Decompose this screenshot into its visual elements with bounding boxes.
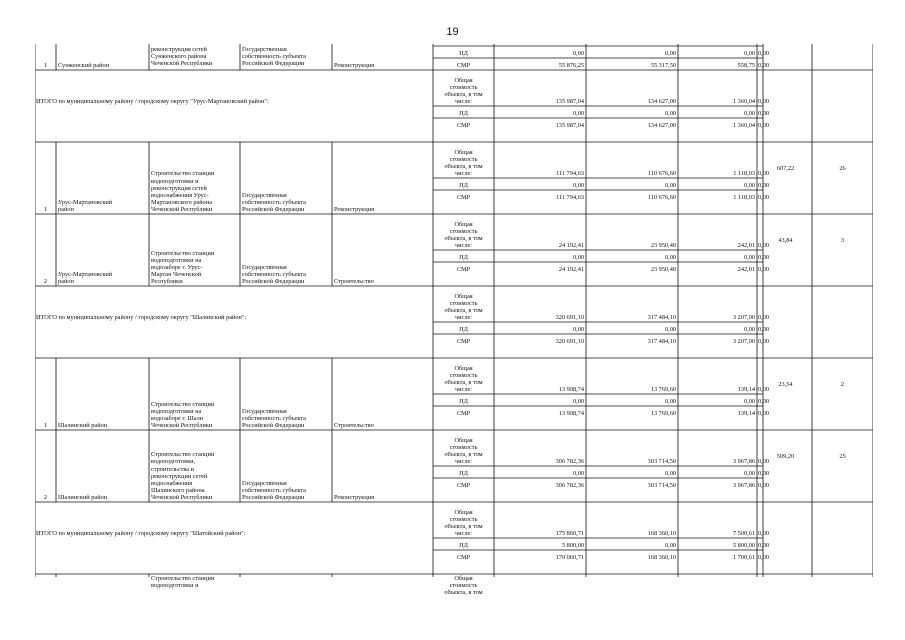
object-row-value: 242,01	[737, 266, 755, 274]
district-total-value: 170 060,71	[555, 554, 584, 562]
row-number: 2	[43, 278, 48, 286]
object-row-value: 0,00	[758, 458, 770, 466]
district-total-value: 0,00	[572, 326, 584, 334]
row-number: 2	[43, 494, 48, 502]
top-fragment-value: 0,00	[758, 62, 770, 70]
object-row-value: 303 714,50	[647, 482, 676, 490]
object-cell: Строительство станции водоподготовки и	[151, 575, 215, 590]
object-row-value: 0,00	[664, 398, 676, 406]
district-total-value: 0,00	[743, 326, 755, 334]
top-fragment-value: 0,00	[664, 50, 676, 58]
district-total-value: 0,00	[758, 122, 770, 130]
district-cell: Сунженский район	[58, 62, 109, 70]
object-row-value: 1 118,03	[733, 170, 755, 178]
district-total-value: 320 691,10	[555, 338, 584, 346]
district-total-line-label: Общая стоимость объекта, в том числе:	[444, 76, 483, 106]
top-fragment-value: 0,00	[758, 50, 770, 58]
object-row-value: 0,00	[758, 182, 770, 190]
district-total-value: 175 860,71	[555, 530, 584, 538]
object-row-value: 0,00	[743, 254, 755, 262]
district-total-value: 168 360,10	[647, 530, 676, 538]
object-row-line-label: СМР	[456, 266, 471, 274]
district-total-value: 317 484,10	[647, 314, 676, 322]
object-row-value: 306 782,36	[555, 482, 584, 490]
row-number: 1	[43, 206, 48, 214]
row-number: 1	[43, 422, 48, 430]
district-total-value: 0,00	[758, 554, 770, 562]
district-total-line-label: ПД	[459, 542, 468, 550]
capacity-cell: 607,22	[776, 165, 795, 172]
district-total-value: 1 360,04	[732, 122, 755, 130]
object-row-value: 0,00	[572, 470, 584, 478]
district-total-value: 0,00	[758, 338, 770, 346]
district-total-line-label: СМР	[456, 338, 471, 346]
district-total-line-label: ПД	[459, 110, 468, 118]
count-cell: 2	[840, 381, 845, 388]
district-total-value: 0,00	[758, 98, 770, 106]
object-row-value: 0,00	[743, 182, 755, 190]
object-cell: Строительство станции водоподготовки, строительства и реконструкции сетей водоснабжения Шалинского района Чеченской Республики	[151, 451, 215, 502]
object-row-value: 0,00	[758, 410, 770, 418]
district-total-value: 0,00	[758, 530, 770, 538]
object-row-value: 306 782,36	[555, 458, 584, 466]
district-total-value: 0,00	[758, 326, 770, 334]
object-row-value: 23 950,40	[650, 242, 676, 250]
capacity-cell: 23,54	[778, 381, 793, 388]
object-row-line-label: Общая стоимость объекта, в том числе:	[444, 364, 483, 394]
object-row-value: 0,00	[758, 470, 770, 478]
object-row-line-label: Общая стоимость объекта, в том числе:	[444, 436, 483, 466]
district-total-line-label: СМР	[456, 122, 471, 130]
object-row-value: 0,00	[572, 398, 584, 406]
capacity-cell: 509,20	[776, 453, 795, 460]
object-row-value: 0,00	[758, 254, 770, 262]
object-row-value: 0,00	[758, 386, 770, 394]
work-type-cell: Реконструкция	[334, 62, 375, 70]
district-total-value: 134 627,00	[647, 122, 676, 130]
top-fragment-value: 0,00	[743, 50, 755, 58]
object-row-value: 3 067,86	[732, 482, 755, 490]
top-fragment-line-label: ПД	[459, 50, 468, 58]
top-fragment-line-label: СМР	[456, 62, 471, 70]
object-row-value: 23 950,40	[650, 266, 676, 274]
district-total-value: 1 360,04	[732, 98, 755, 106]
district-total-label: ИТОГО по муниципальному району / городскому округу "Шалинский район":	[36, 314, 247, 322]
object-row-line-label: ПД	[459, 254, 468, 262]
object-cell: реконструкция сетей Сунженского района Чеченской Республики	[151, 45, 213, 68]
object-row-value: 0,00	[664, 182, 676, 190]
district-total-value: 320 691,10	[555, 314, 584, 322]
work-type-cell: Реконструкция	[334, 206, 375, 214]
count-cell: 3	[840, 237, 845, 244]
object-row-value: 110 676,60	[647, 194, 676, 202]
work-type-cell: Строительство	[334, 278, 374, 286]
district-total-value: 5 800,00	[561, 542, 584, 550]
top-fragment-value: 0,00	[572, 50, 584, 58]
district-total-label: ИТОГО по муниципальному району / городскому округу "Шатойский район":	[36, 530, 246, 538]
top-fragment-value: 55 876,25	[558, 62, 584, 70]
district-cell: Урус-Мартановский район	[58, 199, 113, 214]
district-total-line-label: Общая стоимость объекта, в том числе:	[444, 292, 483, 322]
object-row-value: 111 794,63	[556, 194, 584, 202]
object-row-value: 139,14	[737, 386, 755, 394]
district-total-value: 168 360,10	[647, 554, 676, 562]
object-row-value: 24 192,41	[558, 266, 584, 274]
district-total-value: 0,00	[664, 326, 676, 334]
district-total-line-label: Общая стоимость объекта, в том числе:	[444, 508, 483, 538]
capacity-cell: 43,84	[778, 237, 793, 244]
object-row-line-label: СМР	[456, 194, 471, 202]
top-fragment-value: 558,75	[737, 62, 755, 70]
object-row-value: 0,00	[758, 170, 770, 178]
object-row-value: 24 192,41	[558, 242, 584, 250]
district-total-value: 135 987,04	[555, 122, 584, 130]
district-total-line-label: ПД	[459, 326, 468, 334]
object-row-line-label: Общая стоимость объекта, в том числе:	[444, 220, 483, 250]
count-cell: 25	[839, 453, 846, 460]
object-row-value: 0,00	[572, 254, 584, 262]
district-total-label: ИТОГО по муниципальному району / городскому округу "Урус-Мартановский район":	[36, 98, 269, 106]
object-row-value: 0,00	[664, 254, 676, 262]
district-total-value: 3 207,00	[732, 314, 755, 322]
object-row-value: 303 714,50	[647, 458, 676, 466]
district-total-value: 0,00	[758, 542, 770, 550]
ownership-cell: Государственная собственность субъекта Российской Федерации	[242, 45, 306, 68]
district-total-value: 0,00	[572, 110, 584, 118]
district-cell: Урус-Мартановский район	[58, 271, 113, 286]
object-row-line-label: СМР	[456, 482, 471, 490]
budget-table	[35, 44, 873, 597]
page-number: 19	[446, 26, 459, 38]
top-fragment-value: 55 317,50	[650, 62, 676, 70]
ownership-cell: Государственная собственность субъекта Российской Федерации	[242, 263, 306, 286]
district-total-value: 0,00	[758, 314, 770, 322]
ownership-cell: Государственная собственность субъекта Российской Федерации	[242, 407, 306, 430]
object-row-value: 139,14	[737, 410, 755, 418]
object-row-value: 0,00	[758, 266, 770, 274]
district-total-value: 0,00	[664, 542, 676, 550]
ownership-cell: Государственная собственность субъекта Российской Федерации	[242, 191, 306, 214]
object-cell: Строительство станции водоподготовки и реконструкция сетей водоснабжения Урус- Мартановского района Чеченской Республики	[151, 170, 215, 214]
district-total-value: 134 627,00	[647, 98, 676, 106]
object-cell: Строительство станции водоподготовки на водозаборе г. Шали Чеченской Республики	[151, 400, 215, 430]
district-cell: Шалинский район	[58, 422, 108, 430]
object-row-value: 242,01	[737, 242, 755, 250]
district-total-value: 5 800,00	[732, 542, 755, 550]
object-row-line-label: ПД	[459, 182, 468, 190]
district-total-line-label: СМР	[456, 554, 471, 562]
object-cell: Строительство станции водоподготовки на водозаборе г. Урус- Мартан Чеченской Республики	[151, 249, 215, 286]
object-row-value: 0,00	[743, 470, 755, 478]
object-row-value: 13 769,60	[650, 386, 676, 394]
object-row-line-label: Общая стоимость объекта, в том числе:	[444, 148, 483, 178]
district-total-value: 135 987,04	[555, 98, 584, 106]
row-number: 1	[43, 62, 48, 70]
object-row-line-label: Общая стоимость объекта, в том	[444, 575, 483, 597]
object-row-value: 13 908,74	[558, 386, 584, 394]
object-row-line-label: СМР	[456, 410, 471, 418]
object-row-value: 13 908,74	[558, 410, 584, 418]
object-row-value: 0,00	[758, 194, 770, 202]
object-row-value: 1 118,03	[733, 194, 755, 202]
count-cell: 26	[839, 165, 846, 172]
district-total-value: 1 700,61	[732, 554, 755, 562]
district-total-value: 0,00	[664, 110, 676, 118]
object-row-value: 0,00	[743, 398, 755, 406]
object-row-value: 13 769,60	[650, 410, 676, 418]
district-cell: Шалинский район	[58, 494, 108, 502]
district-total-value: 0,00	[758, 110, 770, 118]
object-row-line-label: ПД	[459, 470, 468, 478]
ownership-cell: Государственная собственность субъекта Российской Федерации	[242, 479, 306, 502]
object-row-line-label: ПД	[459, 398, 468, 406]
object-row-value: 0,00	[758, 398, 770, 406]
object-row-value: 0,00	[758, 482, 770, 490]
object-row-value: 111 794,63	[556, 170, 584, 178]
district-total-value: 3 207,00	[732, 338, 755, 346]
object-row-value: 110 676,60	[647, 170, 676, 178]
object-row-value: 3 067,86	[732, 458, 755, 466]
work-type-cell: Реконструкция	[334, 494, 375, 502]
work-type-cell: Строительство	[334, 422, 374, 430]
district-total-value: 317 484,10	[647, 338, 676, 346]
district-total-value: 0,00	[743, 110, 755, 118]
object-row-value: 0,00	[572, 182, 584, 190]
object-row-value: 0,00	[664, 470, 676, 478]
object-row-value: 0,00	[758, 242, 770, 250]
district-total-value: 7 500,61	[732, 530, 755, 538]
